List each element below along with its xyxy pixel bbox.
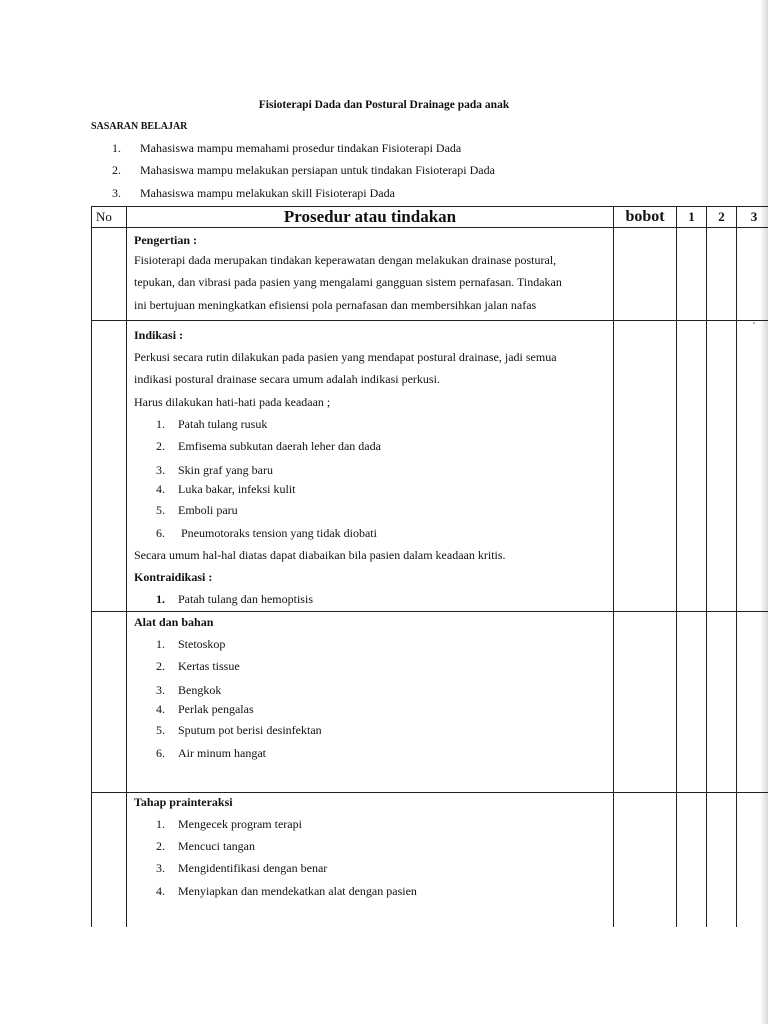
cell-no bbox=[92, 321, 127, 612]
list-text: Perlak pengalas bbox=[178, 702, 254, 717]
cell-score-1 bbox=[677, 611, 707, 792]
cell-bobot bbox=[614, 611, 677, 792]
indikasi-line: Harus dilakukan hati-hati pada keadaan ; bbox=[134, 394, 331, 409]
goal-number: 3. bbox=[112, 185, 121, 200]
list-number: 2. bbox=[156, 658, 165, 673]
table-row-alat-bahan bbox=[92, 611, 768, 792]
list-number: 4. bbox=[156, 883, 165, 898]
goal-number: 2. bbox=[112, 163, 121, 178]
header-score-2: 2 bbox=[707, 207, 737, 228]
cell-prainteraksi bbox=[127, 792, 614, 927]
list-item bbox=[134, 742, 613, 764]
list-item bbox=[134, 633, 613, 655]
goal-text: Mahasiswa mampu memahami prosedur tindakan Fisioterapi Dada bbox=[140, 140, 462, 155]
list-number: 2. bbox=[156, 838, 165, 853]
list-text: Kertas tissue bbox=[178, 658, 240, 673]
list-text: Mengecek program terapi bbox=[178, 816, 302, 831]
indikasi-line: Perkusi secara rutin dilakukan pada pasien yang mendapat postural drainase, jadi semua bbox=[134, 350, 557, 364]
cell-score-3 bbox=[737, 611, 768, 792]
list-item bbox=[134, 461, 613, 480]
list-text: Emfisema subkutan daerah leher dan dada bbox=[178, 439, 381, 454]
alat-title: Alat dan bahan bbox=[134, 614, 214, 629]
cell-score-2 bbox=[707, 228, 737, 321]
cell-no bbox=[92, 228, 127, 321]
indikasi-caution-list bbox=[134, 413, 613, 544]
list-item bbox=[134, 813, 613, 835]
cell-no bbox=[92, 792, 127, 927]
list-item bbox=[134, 857, 613, 879]
table-header-row bbox=[92, 207, 768, 228]
table-row-prainteraksi bbox=[92, 792, 768, 927]
indikasi-closing: Secara umum hal-hal diatas dapat diabaikan bila pasien dalam keadaan kritis. bbox=[134, 548, 506, 563]
list-text: Mengidentifikasi dengan benar bbox=[178, 861, 328, 876]
list-number: 1. bbox=[156, 816, 165, 831]
list-item bbox=[134, 719, 613, 741]
goal-item bbox=[112, 137, 495, 160]
kontraindikasi-title: Kontraidikasi : bbox=[134, 570, 213, 585]
cell-score-3 bbox=[737, 228, 768, 321]
list-text: Mencuci tangan bbox=[178, 838, 255, 853]
header-score-1: 1 bbox=[677, 207, 707, 228]
cell-indikasi bbox=[127, 321, 614, 612]
list-text: Air minum hangat bbox=[178, 745, 266, 760]
list-text: Patah tulang dan hemoptisis bbox=[178, 592, 313, 607]
list-number: 4. bbox=[156, 702, 165, 717]
header-no: No bbox=[92, 207, 127, 228]
list-number: 3. bbox=[156, 463, 165, 478]
table-row-pengertian bbox=[92, 228, 768, 321]
list-number: 5. bbox=[156, 503, 165, 518]
cell-score-1 bbox=[677, 228, 707, 321]
cell-bobot bbox=[614, 321, 677, 612]
goal-item bbox=[112, 160, 495, 183]
list-number: 3. bbox=[156, 683, 165, 698]
list-text: Stetoskop bbox=[178, 636, 226, 651]
alat-list bbox=[134, 633, 613, 764]
cell-score-3 bbox=[737, 792, 768, 927]
list-number: 6. bbox=[156, 525, 165, 540]
list-item bbox=[134, 499, 613, 521]
cell-score-2 bbox=[707, 611, 737, 792]
list-text: Luka bakar, infeksi kulit bbox=[178, 482, 296, 497]
sasaran-belajar-heading: SASARAN BELAJAR bbox=[91, 121, 188, 132]
list-text: Patah tulang rusuk bbox=[178, 416, 268, 431]
list-number: 5. bbox=[156, 723, 165, 738]
list-number: 6. bbox=[156, 745, 165, 760]
list-item bbox=[134, 655, 613, 677]
indikasi-line: indikasi postural drainase secara umum adalah indikasi perkusi. bbox=[134, 372, 440, 387]
header-prosedur: Prosedur atau tindakan bbox=[127, 207, 614, 228]
list-item bbox=[134, 700, 613, 719]
cell-score-1 bbox=[677, 792, 707, 927]
list-item bbox=[134, 588, 613, 610]
learning-goals-list bbox=[112, 137, 495, 205]
list-number: 3. bbox=[156, 861, 165, 876]
list-text: Menyiapkan dan mendekatkan alat dengan pasien bbox=[178, 883, 417, 898]
list-number: 1. bbox=[156, 636, 165, 651]
cell-score-1 bbox=[677, 321, 707, 612]
list-text: Pneumotoraks tension yang tidak diobati bbox=[178, 525, 377, 540]
prainteraksi-list bbox=[134, 813, 613, 902]
list-number: 1. bbox=[156, 416, 165, 431]
cell-score-2 bbox=[707, 321, 737, 612]
pengertian-title: Pengertian : bbox=[134, 233, 197, 247]
goal-text: Mahasiswa mampu melakukan skill Fisioterapi Dada bbox=[140, 185, 395, 200]
goal-text: Mahasiswa mampu melakukan persiapan untuk tindakan Fisioterapi Dada bbox=[140, 163, 495, 178]
list-item bbox=[134, 880, 613, 902]
prainteraksi-title: Tahap prainteraksi bbox=[134, 794, 233, 809]
list-item bbox=[134, 835, 613, 857]
cell-pengertian bbox=[127, 228, 614, 321]
list-text: Emboli paru bbox=[178, 503, 238, 518]
header-bobot: bobot bbox=[614, 207, 677, 228]
procedure-checklist-table bbox=[91, 206, 768, 927]
table-row-indikasi bbox=[92, 321, 768, 612]
list-item bbox=[134, 681, 613, 700]
pengertian-line: Fisioterapi dada merupakan tindakan keperawatan dengan melakukan drainase postural, bbox=[134, 253, 557, 267]
header-score-3: 3 bbox=[737, 207, 768, 228]
list-number: 1. bbox=[156, 592, 165, 607]
cell-bobot bbox=[614, 792, 677, 927]
cell-no bbox=[92, 611, 127, 792]
cell-score-3 bbox=[737, 321, 768, 612]
document-title: Fisioterapi Dada dan Postural Drainage pada anak bbox=[258, 99, 510, 111]
list-text: Skin graf yang baru bbox=[178, 463, 273, 478]
list-item bbox=[134, 480, 613, 499]
list-text: Sputum pot berisi desinfektan bbox=[178, 723, 322, 738]
cell-alat-bahan bbox=[127, 611, 614, 792]
pengertian-line: tepukan, dan vibrasi pada pasien yang mengalami gangguan sistem pernafasan. Tindakan bbox=[134, 275, 562, 290]
list-item bbox=[134, 413, 613, 435]
stray-tick-mark: ` bbox=[752, 321, 756, 333]
list-item bbox=[134, 522, 613, 544]
cell-score-2 bbox=[707, 792, 737, 927]
goal-number: 1. bbox=[112, 140, 121, 155]
list-number: 4. bbox=[156, 482, 165, 497]
indikasi-title: Indikasi : bbox=[134, 328, 184, 342]
list-text: Bengkok bbox=[178, 683, 222, 698]
list-item bbox=[134, 435, 613, 457]
cell-bobot bbox=[614, 228, 677, 321]
list-number: 2. bbox=[156, 439, 165, 454]
pengertian-line: ini bertujuan meningkatkan efisiensi pola pernafasan dan membersihkan jalan nafas bbox=[134, 297, 537, 312]
goal-item bbox=[112, 182, 495, 205]
